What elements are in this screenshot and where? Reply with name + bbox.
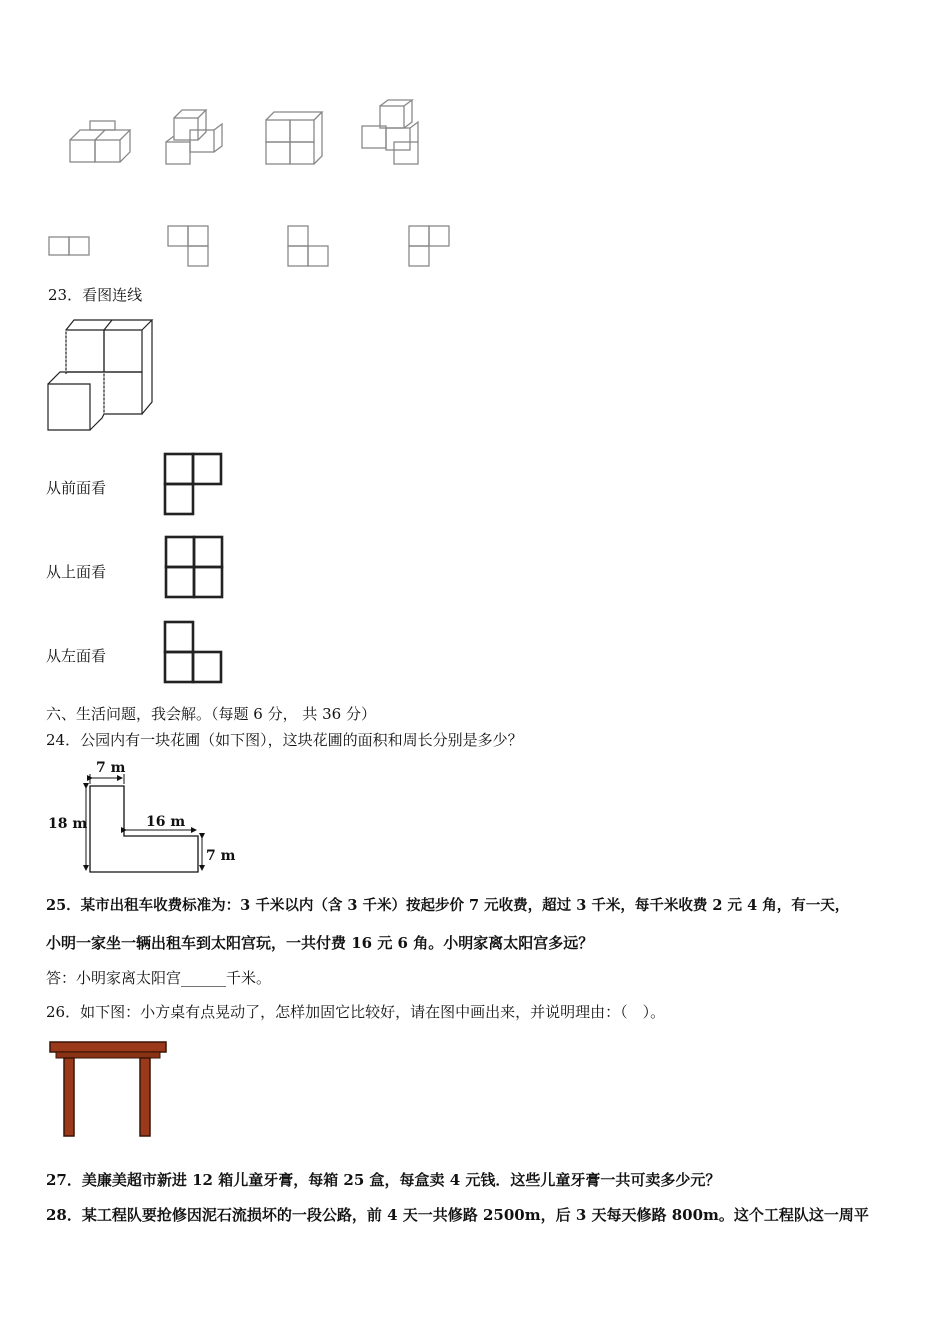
front-view-shape[interactable] [163, 452, 223, 516]
dim-inner-label: 16 m [146, 814, 186, 830]
q24-flowerbed-diagram [46, 760, 246, 876]
dim-top-label: 7 m [96, 760, 126, 776]
view-label-left: 从左面看 [46, 647, 107, 665]
dim-left-label: 18 m [48, 816, 88, 832]
q26-table-illustration[interactable] [48, 1040, 170, 1140]
q26-text: 26．如下图：小方桌有点晃动了，怎样加固它比较好，请在图中画出来，并说明理由：（ ）。 [46, 1003, 666, 1021]
cube-figure-4 [358, 100, 428, 168]
q23-title: 23．看图连线 [48, 286, 143, 304]
q27-text: 27．美廉美超市新进 12 箱儿童牙膏，每箱 25 盒，每盒卖 4 元钱．这些儿童牙膏一共可卖多少元？ [46, 1171, 721, 1189]
q28-text: 28．某工程队要抢修因泥石流损坏的一段公路，前 4 天一共修路 2500m，后 3 天每天修路 800m。这个工程队这一周平 [46, 1206, 869, 1224]
cube-figure-3 [264, 108, 324, 168]
view-outline-3 [286, 224, 330, 268]
q25-answer: 答：小明家离太阳宫______千米。 [46, 969, 272, 987]
q23-cube-solid [46, 318, 158, 434]
cube-figure-1 [68, 118, 128, 168]
view-label-top: 从上面看 [46, 563, 107, 581]
section-six-title: 六、生活问题，我会解。（每题 6 分， 共 36 分） [46, 705, 376, 723]
top-view-shape[interactable] [164, 535, 226, 601]
q25-line2: 小明一家坐一辆出租车到太阳宫玩，一共付费 16 元 6 角。小明家离太阳宫多远？ [46, 934, 594, 952]
dim-right-label: 7 m [206, 848, 236, 864]
left-view-shape[interactable] [163, 620, 223, 686]
view-outline-2 [166, 224, 210, 268]
view-outline-1 [48, 236, 92, 258]
view-label-front: 从前面看 [46, 479, 107, 497]
q25-line1: 25．某市出租车收费标准为：3 千米以内（含 3 千米）按起步价 7 元收费，超过 3 千米，每千米收费 2 元 4 角，有一天， [46, 897, 850, 914]
cube-figure-2 [162, 106, 227, 168]
view-outline-4 [407, 224, 451, 268]
q24-text: 24．公园内有一块花圃（如下图），这块花圃的面积和周长分别是多少？ [46, 731, 523, 749]
